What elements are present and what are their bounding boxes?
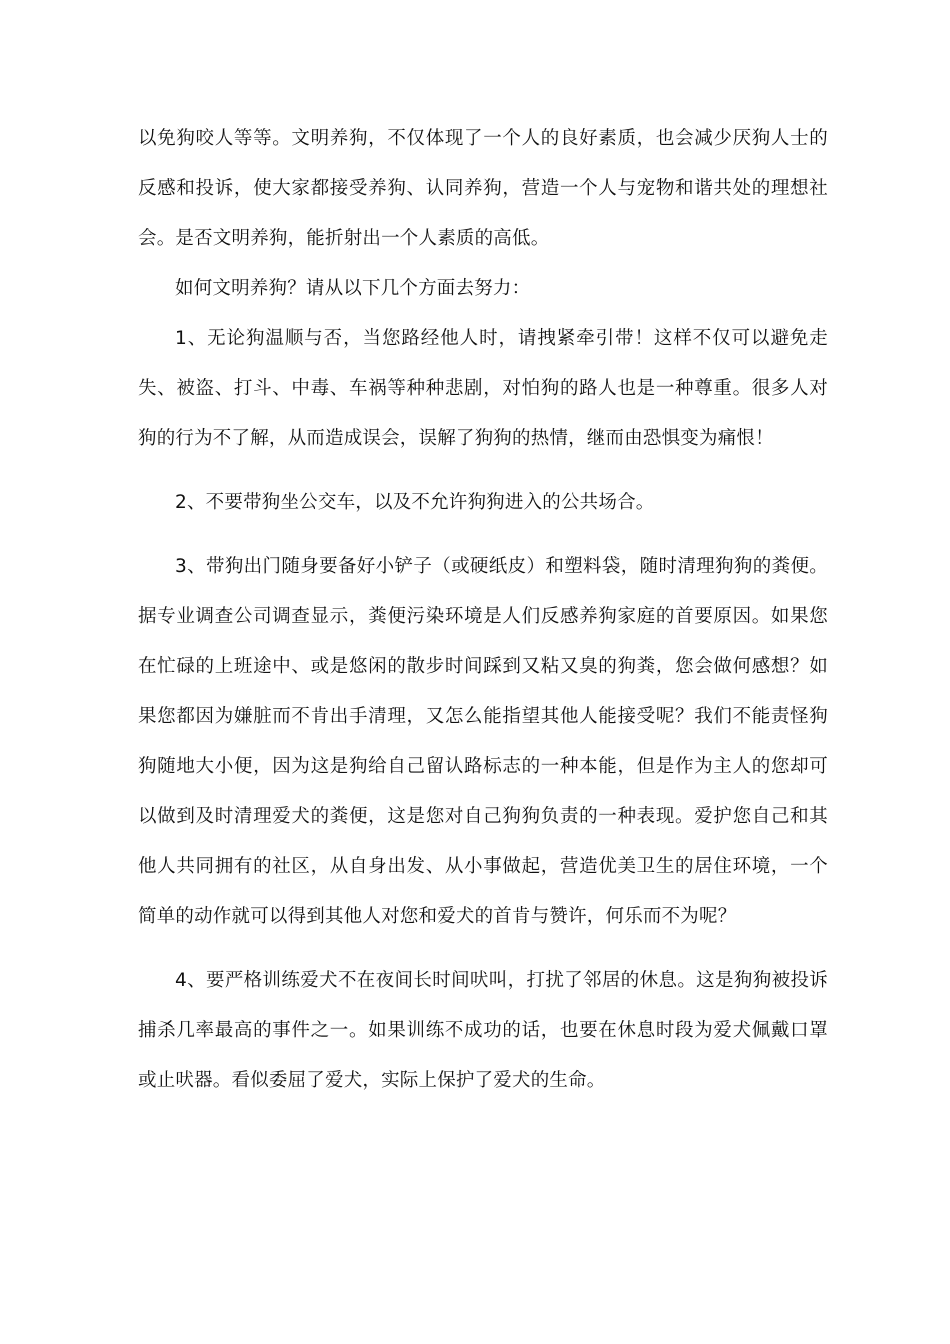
paragraph-item-3: 3、带狗出门随身要备好小铲子（或硬纸皮）和塑料袋，随时清理狗狗的粪便。据专业调查公司调查显示，粪便污染环境是人们反感养狗家庭的首要原因。如果您在忙碌的上班途中、或是悠闲的散步时间踩到又粘又臭的狗粪，您会做何感想？如果您都因为嫌脏而不肯出手清理，又怎么能指望其他人能接受呢？我们不能责怪狗狗随地大小便，因为这是狗给自己留认路标志的一种本能，但是作为主人的您却可以做到及时清理爱犬的粪便，这是您对自己狗狗负责的一种表现。爱护您自己和其他人共同拥有的社区，从自身出发、从小事做起，营造优美卫生的居住环境，一个简单的动作就可以得到其他人对您和爱犬的首肯与赞许，何乐而不为呢？	[138, 556, 828, 927]
paragraph-item-4: 4、要严格训练爱犬不在夜间长时间吠叫，打扰了邻居的休息。这是狗狗被投诉捕杀几率最高的事件之一。如果训练不成功的话，也要在休息时段为爱犬佩戴口罩或止吠器。看似委屈了爱犬，实际上保护了爱犬的生命。	[138, 970, 828, 1091]
paragraph-item-1: 1、无论狗温顺与否，当您路经他人时，请拽紧牵引带！这样不仅可以避免走失、被盗、打斗、中毒、车祸等种种悲剧，对怕狗的路人也是一种尊重。很多人对狗的行为不了解，从而造成误会，误解了狗狗的热情，继而由恐惧变为痛恨！	[138, 328, 828, 449]
document-body	[138, 114, 828, 1106]
paragraph-continuation: 以免狗咬人等等。文明养狗，不仅体现了一个人的良好素质，也会减少厌狗人士的反感和投诉，使大家都接受养狗、认同养狗，营造一个人与宠物和谐共处的理想社会。是否文明养狗，能折射出一个人素质的高低。	[138, 128, 828, 249]
paragraph-intro-question: 如何文明养狗？请从以下几个方面去努力：	[175, 278, 531, 299]
paragraph-item-2: 2、不要带狗坐公交车，以及不允许狗狗进入的公共场合。	[175, 492, 655, 513]
